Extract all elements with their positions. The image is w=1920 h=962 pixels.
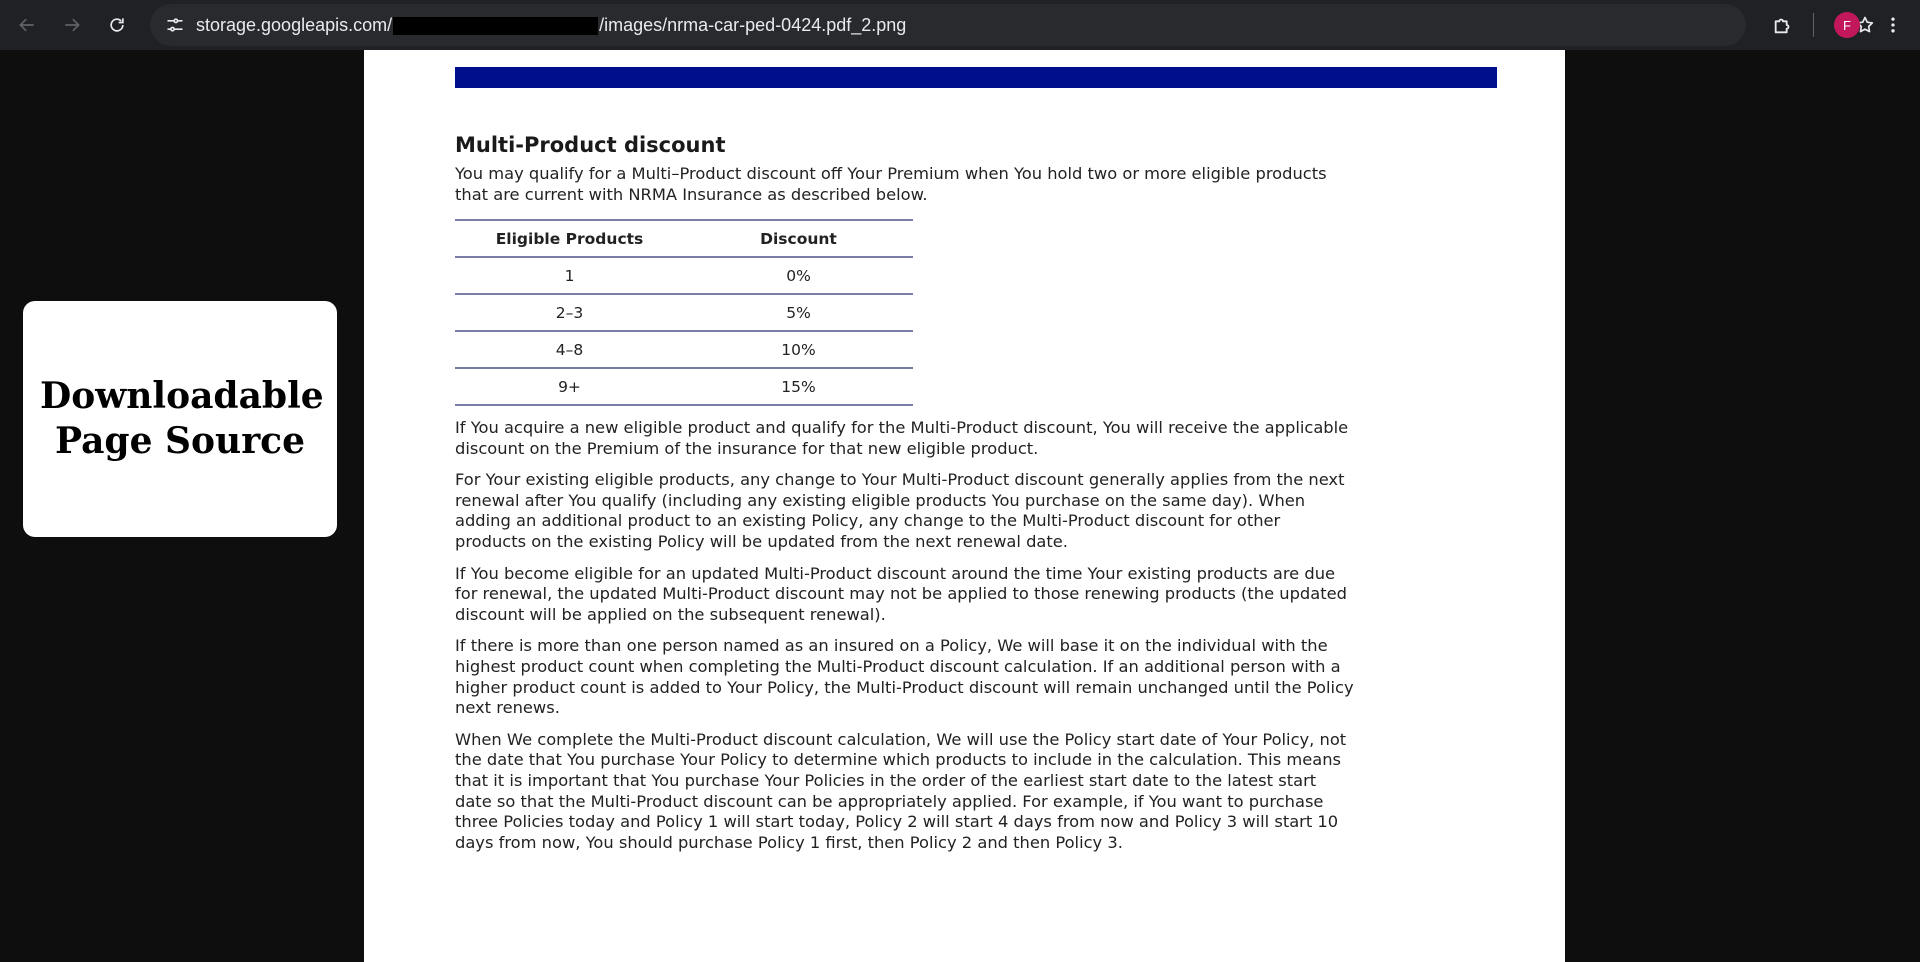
browser-toolbar: [0, 0, 1920, 50]
paragraph-start-date: When We complete the Multi-Product discount calculation, We will use the Policy start date of Your Policy, not the date that You purchase Your Policy to determine which products to include in the calculation. This means that it is important that You purchase Your Policies in the order of the earliest start date to the latest start date so that the Multi-Product discount can be appropriately applied. For example, if You want to purchase three Policies today and Policy 1 will start today, Policy 2 will start 4 days from now and Policy 3 will start 10 days from now, You should purchase Policy 1 first, then Policy 2 and then Policy 3.: [455, 729, 1347, 852]
tune-icon: [165, 15, 185, 35]
table-row: [455, 294, 913, 331]
paragraph-multiple-insured: If there is more than one person named as an insured on a Policy, We will base it on the individual with the highest product count when completing the Multi-Product discount calculation. If an additional person with a higher product count is added to Your Policy, the Multi-Product discount will remain unchanged until the Policy next renews.: [455, 636, 1354, 718]
image-viewport: [0, 50, 1920, 962]
extensions-button[interactable]: [1766, 8, 1800, 42]
intro-paragraph: You may qualify for a Multi–Product discount off Your Premium when You hold two or more eligible products that are current with NRMA Insurance as described below.: [455, 164, 1327, 204]
badge-text: Downloadable Page Source: [40, 375, 324, 462]
table-cell-discount: 10%: [684, 331, 913, 368]
paragraph-renewal: If You become eligible for an updated Multi-Product discount around the time Your existing products are due for renewal, the updated Multi-Product discount may not be applied to those renewing products (the updated discount will be applied on the subsequent renewal).: [455, 563, 1347, 624]
discount-table: [455, 219, 913, 406]
address-bar[interactable]: [150, 4, 1746, 46]
table-cell-products: 1: [455, 257, 684, 294]
paragraph-new-product: If You acquire a new eligible product and qualify for the Multi-Product discount, You will receive the applicable discount on the Premium of the insurance for that new eligible product.: [455, 418, 1349, 458]
table-cell-discount: 15%: [684, 368, 913, 405]
document-page: [364, 50, 1565, 962]
body-paragraphs: [455, 418, 1355, 864]
reload-icon: [107, 15, 127, 35]
browser-menu-button[interactable]: [1876, 8, 1910, 42]
puzzle-icon: [1772, 14, 1794, 36]
kebab-menu-icon: [1883, 15, 1903, 35]
table-cell-products: 4–8: [455, 331, 684, 368]
paragraph-existing-products: For Your existing eligible products, any change to Your Multi-Product discount generally applies from the next renewal after You qualify (including any existing eligible products You purchase on the same day). When adding an additional product to an existing Policy, any change to the Multi-Product discount for other products on the existing Policy will be updated from the next renewal date.: [455, 470, 1345, 551]
reload-button[interactable]: [100, 8, 134, 42]
table-cell-discount: 0%: [684, 257, 913, 294]
arrow-left-icon: [17, 15, 37, 35]
table-row: [455, 257, 913, 294]
url-path: /images/nrma-car-ped-0424.pdf_2.png: [599, 15, 907, 35]
column-header-discount: Discount: [684, 220, 913, 257]
table-cell-products: 2–3: [455, 294, 684, 331]
url-text[interactable]: [196, 15, 906, 36]
table-cell-products: 9+: [455, 368, 684, 405]
section-title: Multi-Product discount: [455, 133, 726, 157]
url-redaction: [393, 17, 598, 35]
header-accent-bar: [455, 67, 1497, 88]
column-header-eligible-products: Eligible Products: [455, 220, 684, 257]
downloadable-page-source-badge[interactable]: [23, 301, 337, 537]
url-host: storage.googleapis.com/: [196, 15, 393, 35]
site-info-button[interactable]: [160, 10, 190, 40]
table-cell-discount: 5%: [684, 294, 913, 331]
back-button[interactable]: [10, 8, 44, 42]
table-header-row: [455, 220, 913, 257]
table-row: [455, 368, 913, 405]
profile-avatar[interactable]: F: [1834, 12, 1860, 38]
arrow-right-icon: [62, 15, 82, 35]
forward-button[interactable]: [55, 8, 89, 42]
table-row: [455, 331, 913, 368]
toolbar-divider: [1813, 13, 1814, 37]
